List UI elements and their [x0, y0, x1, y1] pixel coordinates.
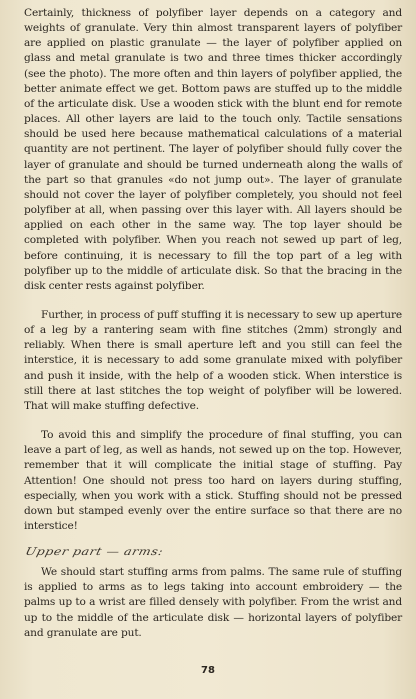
paragraph-gap — [24, 294, 402, 308]
handwritten-heading-upper-part-arms: Upper part — arms: — [24, 544, 165, 558]
paragraph-stuffing-arms: We should start stuffing arms from palms. The same rule of stuffing is applied to arms as to legs taking into account embroidery — the palms up to a wrist are filled densely with polyfiber. From the wrist and up to the middle of the articulate disk — horizontal layers of polyfiber and granulate are put. — [24, 566, 402, 639]
paragraph-gap — [24, 414, 402, 428]
paragraph-polyfiber-layers: Certainly, thickness of polyfiber layer depends on a category and weights of granulate. Very thin almost transparent layers of polyfiber are applied on plastic granulate — the layer of polyfiber applied on glass and metal granulate is two and three times thicker accordingly (see the photo). The more often and thin layers of polyfiber applied, the better animate effect we get. Bottom paws are stuffed up to the middle of the articulate disk. Use a wooden stick with the blunt end for remote places. All other layers are laid to the touch only. Tactile sensations should be used here because mathematical calculations of a material quantity are not pertinent. The layer of polyfiber should fully cover the layer of granulate and should be turned underneath along the walls of the part so that granules «do not jump out». The layer of granulate should not cover the layer of polyfiber completely, you should not feel polyfiber at all, when passing over this layer with. All layers should be applied on each other in the same way. The top layer should be completed with polyfiber. When you reach not sewed up part of leg, before continuing, it is necessary to fill the top part of a leg with polyfiber up to the middle of articulate disk. So that the bracing in the disk center rests against polyfiber. — [24, 7, 402, 292]
paragraph-final-stuffing: To avoid this and simplify the procedure of final stuffing, you can leave a part of leg, as well as hands, not sewed up on the top. However, remember that it will complicate the initial stage of stuffing. Pay Attention! One should not press too hard on layers during stuffing, especially, when you work with a stick. Stuffing should not be pressed down but stamped evenly over the entire surface so that there are no interstice! — [24, 429, 402, 532]
page-number: 78 — [201, 665, 215, 676]
body-text — [24, 6, 402, 641]
paragraph-gap — [24, 534, 402, 543]
paragraph-sewing-aperture: Further, in process of puff stuffing it is necessary to sew up aperture of a leg by a rantering seam with fine stitches (2mm) strongly and reliably. When there is small aperture left and you still can feel the interstice, it is necessary to add some granulate mixed with polyfiber and push it inside, with the help of a wooden stick. When interstice is still there at last stitches the top weight of polyfiber will be lowered. That will make stuffing defective. — [24, 308, 402, 412]
